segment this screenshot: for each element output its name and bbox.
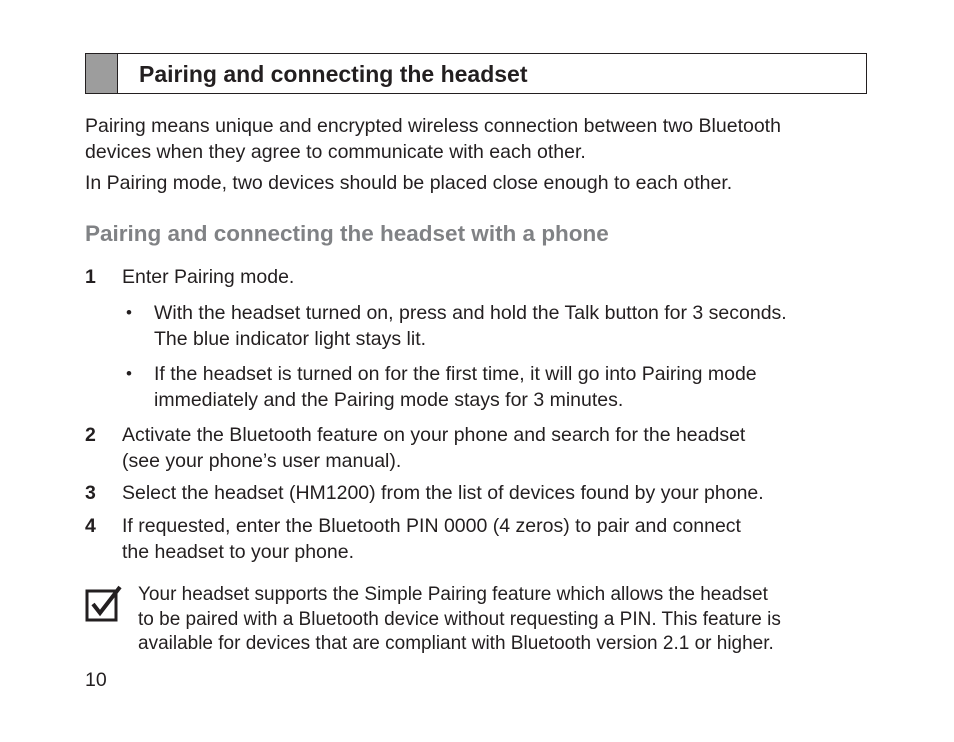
intro-line: devices when they agree to communicate with each other. [85, 141, 586, 163]
step-number: 3 [85, 482, 96, 504]
step-line: If requested, enter the Bluetooth PIN 0000 (4 zeros) to pair and connect [122, 515, 741, 537]
step-line: the headset to your phone. [122, 541, 355, 563]
section-title: Pairing and connecting the headset [139, 61, 528, 87]
note-line: available for devices that are compliant with Bluetooth version 2.1 or higher. [138, 633, 774, 654]
step-text [122, 513, 741, 565]
page-number: 10 [85, 669, 107, 691]
subheading: Pairing and connecting the headset with a phone [85, 221, 609, 246]
header-tab-marker [86, 54, 118, 93]
step-text [122, 480, 764, 506]
note-text [138, 583, 781, 657]
bullet-symbol: • [126, 364, 132, 383]
step-number: 4 [85, 515, 96, 537]
note-line: Your headset supports the Simple Pairing feature which allows the headset [138, 584, 768, 605]
note-line: to be paired with a Bluetooth device without requesting a PIN. This feature is [138, 608, 781, 630]
step-number: 2 [85, 424, 96, 446]
step-number: 1 [85, 266, 96, 288]
bullet-text [154, 300, 787, 352]
intro-line: Pairing means unique and encrypted wireless connection between two Bluetooth [85, 115, 781, 137]
intro-paragraph-1 [85, 113, 781, 165]
step-line: Enter Pairing mode. [122, 266, 295, 288]
bullet-text [154, 361, 757, 413]
intro-paragraph-2: In Pairing mode, two devices should be placed close enough to each other. [85, 172, 733, 194]
checkbox-check-icon [85, 585, 123, 623]
bullet-line: immediately and the Pairing mode stays for 3 minutes. [154, 389, 624, 411]
bullet-line: With the headset turned on, press and hold the Talk button for 3 seconds. [154, 302, 787, 324]
bullet-line: The blue indicator light stays lit. [154, 328, 427, 350]
bullet-symbol: • [126, 303, 132, 322]
step-line: Activate the Bluetooth feature on your phone and search for the headset [122, 424, 746, 446]
step-text [122, 264, 294, 290]
section-header [85, 53, 867, 94]
bullet-line: If the headset is turned on for the first time, it will go into Pairing mode [154, 363, 757, 385]
step-text [122, 422, 745, 474]
step-line: Select the headset (HM1200) from the list of devices found by your phone. [122, 482, 764, 504]
step-line: (see your phone’s user manual). [122, 450, 402, 472]
